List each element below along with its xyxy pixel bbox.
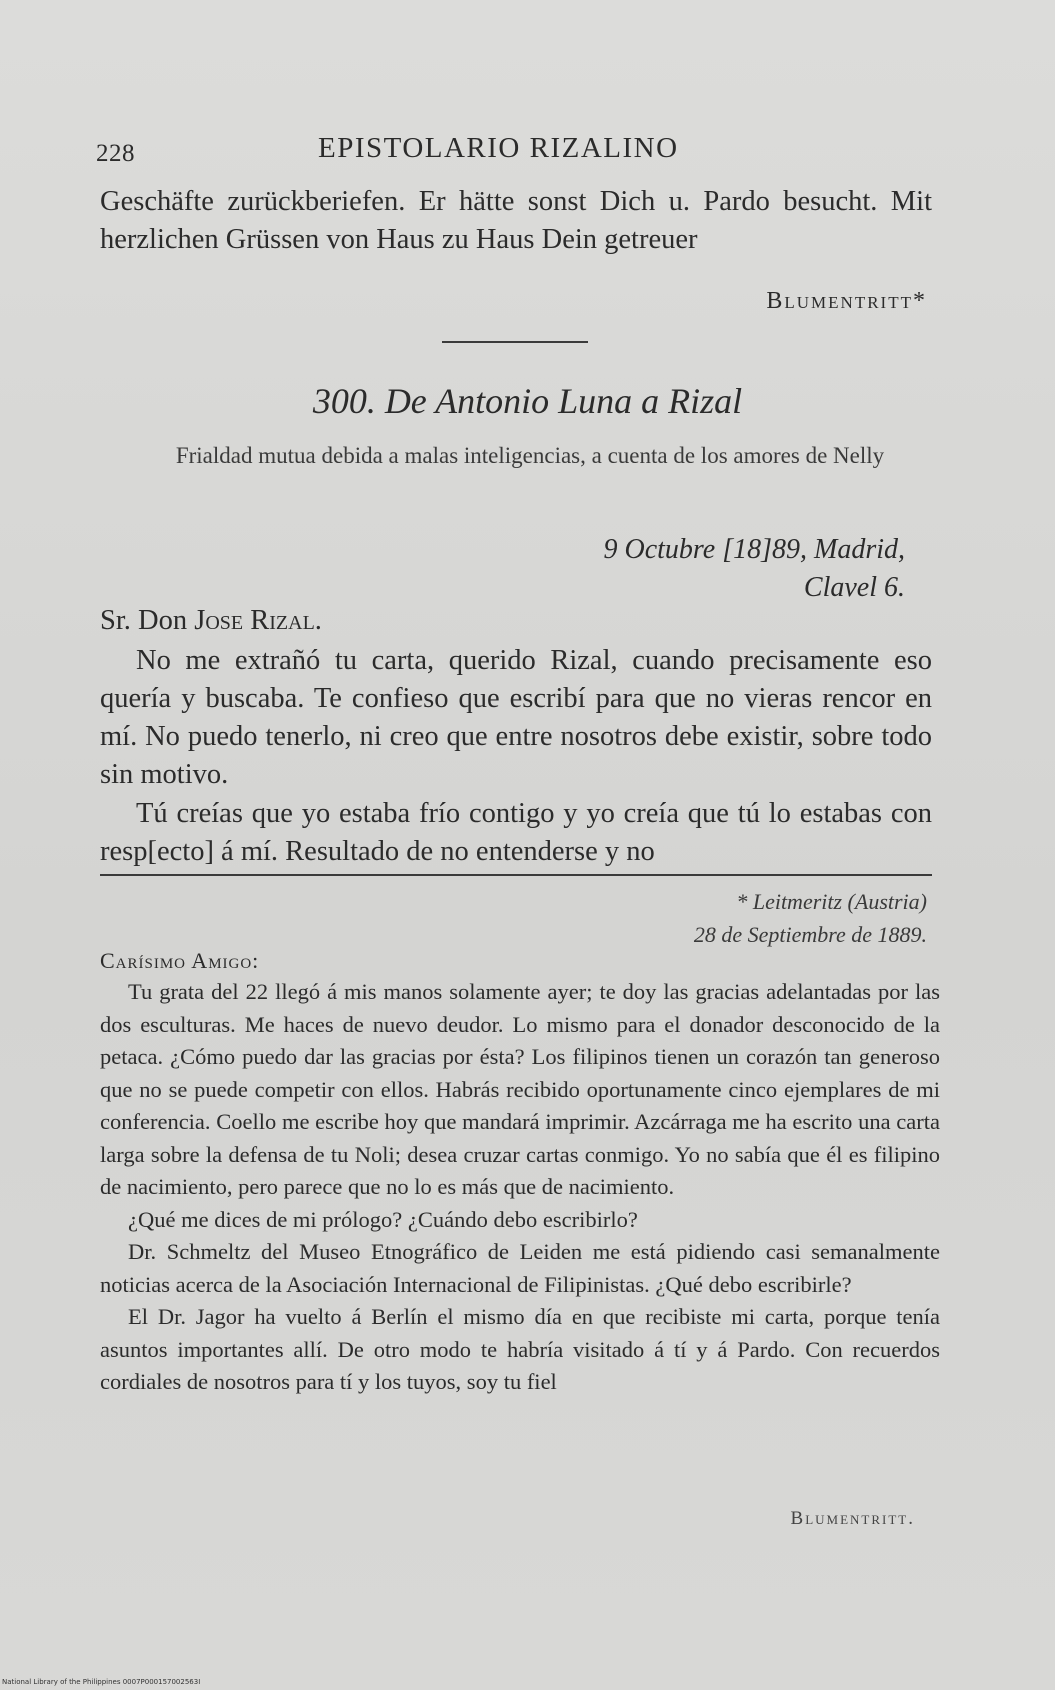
footnote-divider <box>100 874 932 876</box>
running-title: EPISTOLARIO RIZALINO <box>318 132 679 164</box>
letter-title: 300. De Antonio Luna a Rizal <box>312 381 743 421</box>
footnote-paragraph-2: ¿Qué me dices de mi prólogo? ¿Cuándo debo escribirlo? <box>128 1206 638 1232</box>
page-number: 228 <box>96 140 135 167</box>
continuation-text: Geschäfte zurückberiefen. Er hätte sonst Dich u. Pardo besucht. Mit herzlichen Grüssen von Haus zu Haus Dein getreuer <box>100 186 932 255</box>
footnote-salutation: Carísimo Amigo: <box>100 948 260 973</box>
footnote-paragraph-3: Dr. Schmeltz del Museo Etnográfico de Leiden me está pidiendo casi semanalmente noticias acerca de la Asociación Internacional de Filipinistas. ¿Qué debo escribirle? <box>100 1239 940 1297</box>
section-divider <box>442 341 588 343</box>
footnote-dateline-line-1: * Leitmeritz (Austria) <box>736 889 927 914</box>
footnote-signature: Blumentritt. <box>790 1508 915 1529</box>
footnote-body <box>100 976 940 1399</box>
continuation-signature: Blumentritt* <box>766 288 927 314</box>
footnote-dateline <box>694 885 927 951</box>
dateline-line-2: Clavel 6. <box>803 572 905 603</box>
letter-salutation <box>100 605 322 637</box>
salutation-prefix: Sr. Don <box>100 605 195 636</box>
letter-dateline <box>603 531 905 607</box>
page-header <box>96 132 936 172</box>
letter-paragraph-2: Tú creías que yo estaba frío contigo y yo creía que tú lo estabas con resp[ecto] á mí. Resultado de no entenderse y no <box>100 798 932 867</box>
scan-credit: National Library of the Philippines 0007P000157002563I <box>2 1678 201 1686</box>
salutation-name: Jose Rizal. <box>194 605 322 636</box>
footnote-paragraph-4: El Dr. Jagor ha vuelto á Berlín el mismo día en que recibiste mi carta, porque tenía asuntos importantes allí. De otro modo te habría visitado á tí y á Pardo. Con recuerdos cordiales de nosotros para tí y los tuyos, soy tu fiel <box>100 1304 940 1394</box>
letter-summary: Frialdad mutua debida a malas inteligencias, a cuenta de los amores de Nelly <box>175 443 885 468</box>
footnote-dateline-line-2: 28 de Septiembre de 1889. <box>693 922 927 947</box>
letter-paragraph-1: No me extrañó tu carta, querido Rizal, cuando precisamente eso quería y buscaba. Te confieso que escribí para que no vieras rencor en mí. No puedo tenerlo, ni creo que entre nosotros debe existir, sobre todo sin motivo. <box>100 645 932 790</box>
footnote-paragraph-1: Tu grata del 22 llegó á mis manos solamente ayer; te doy las gracias adelantadas por las dos esculturas. Me haces de nuevo deudor. Lo mismo para el donador desconocido de la petaca. ¿Cómo puedo dar las gracias por ésta? Los filipinos tienen un corazón tan generoso que no se puede competir con ellos. Habrás recibido oportunamente cinco ejemplares de mi conferencia. Coello me escribe hoy que mandará imprimir. Azcárraga me ha escrito una carta larga sobre la defensa de tu Noli; desea cruzar cartas conmigo. Yo no sabía que él es filipino de nacimiento, pero parece que no lo es más que de nacimiento. <box>100 979 940 1199</box>
dateline-line-1: 9 Octubre [18]89, Madrid, <box>603 534 905 565</box>
